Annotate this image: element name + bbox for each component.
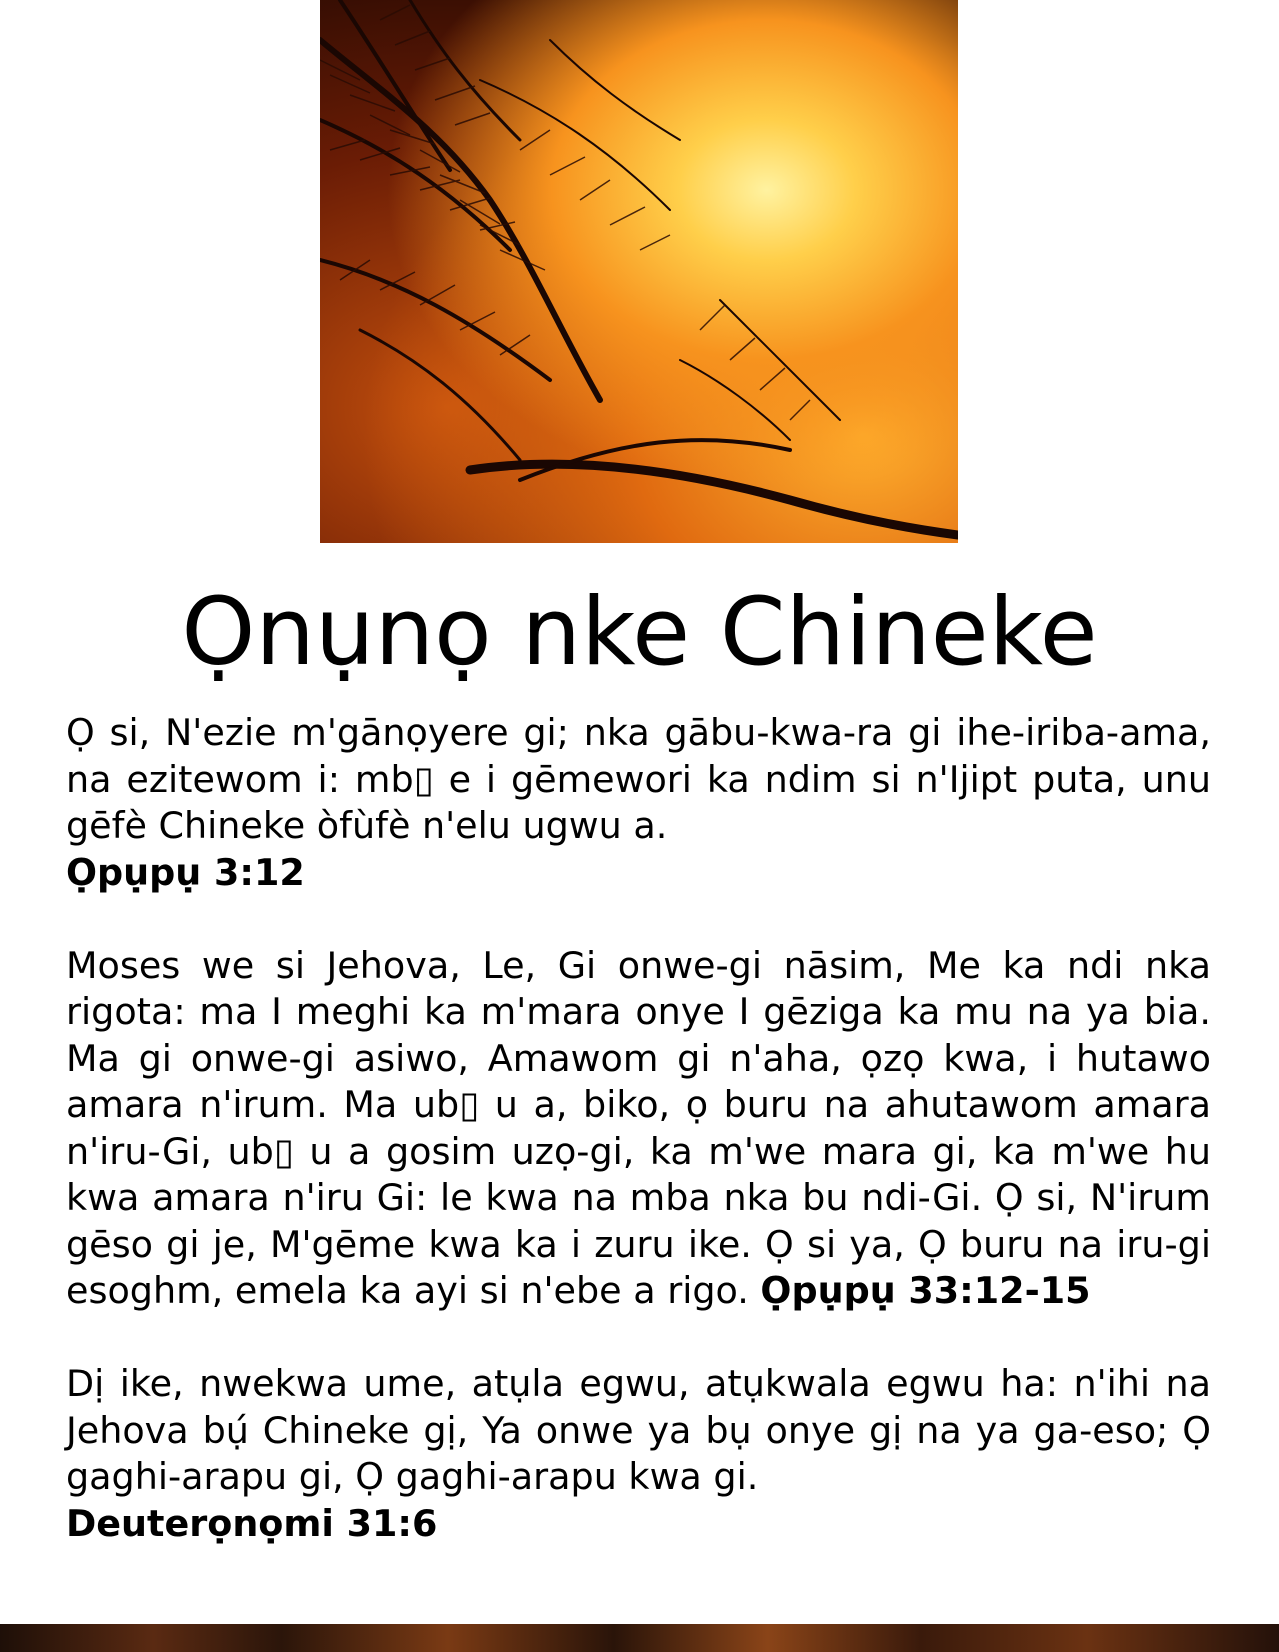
- fire-tree-image: [320, 0, 958, 543]
- page-title: Ọnụnọ nke Chineke: [181, 578, 1098, 687]
- scripture-passage: [66, 943, 1211, 1315]
- fire-strip-image: [0, 1624, 1279, 1652]
- scripture-body: [66, 710, 1211, 1547]
- passage-reference: Ọpụpụ 3:12: [66, 850, 305, 894]
- passage-reference: Deuterọnọmi 31:6: [66, 1501, 438, 1545]
- scripture-passage: [66, 1361, 1211, 1547]
- scripture-passage: [66, 710, 1211, 896]
- passage-text: Ọ si, N'ezie m'gānọyere gi; nka gābu-kwa-ra gi ihe-iriba-ama, na ezitewom i: mb▯ e i gēmewori ka ndim si n'Ijipt puta, unu gēfè Chineke òfùfè n'elu ugwu a.: [66, 711, 1211, 847]
- passage-reference: Ọpụpụ 33:12-15: [760, 1269, 1091, 1312]
- passage-text: Dị ike, nwekwa ume, atụla egwu, atụkwala egwu ha: n'ihi na Jehova bụ́ Chineke gị, Ya onwe ya bụ onye gị na ya ga-eso; Ọ gaghi-arapu gi, Ọ gaghi-arapu kwa gi.: [66, 1362, 1211, 1498]
- passage-text: Moses we si Jehova, Le, Gi onwe-gi nāsim, Me ka ndi nka rigota: ma I meghi ka m'mara onye I gēziga ka mu na ya bia. Ma gi onwe-gi asiwo, Amawom gi n'aha, ọzọ kwa, i hutawo amara n'irum. Ma ub▯ u a, biko, ọ buru na ahutawom amara n'iru-Gi, ub▯ u a gosim uzọ-gi, ka m'we mara gi, ka m'we hu kwa amara n'iru Gi: le kwa na mba nka bu ndi-Gi. Ọ si, N'irum gēso gi je, M'gēme kwa ka i zuru ike. Ọ si ya, Ọ buru na iru-gi esoghm, emela ka ayi si n'ebe a rigo.: [66, 943, 1211, 1312]
- tree-silhouette: [320, 0, 958, 543]
